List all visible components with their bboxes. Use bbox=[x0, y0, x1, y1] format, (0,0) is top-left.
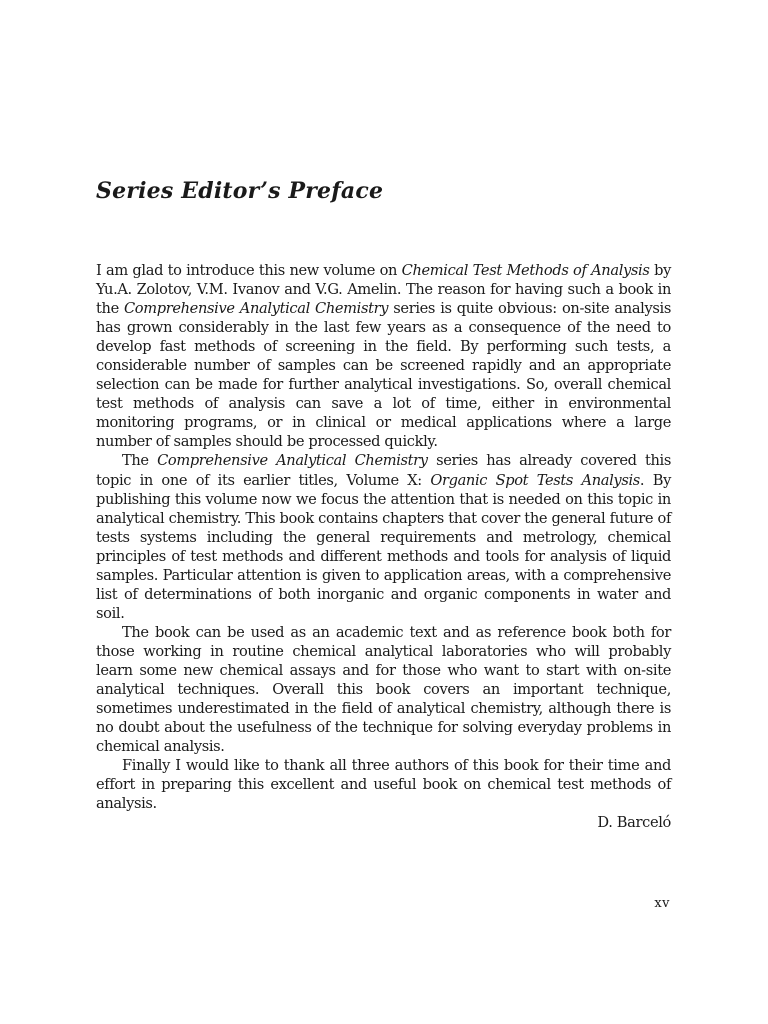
text-segment: series has already covered this topic in one of its earlier titles, Volume X: bbox=[96, 452, 671, 489]
page-number: xv bbox=[654, 896, 670, 911]
text-segment: series is quite obvious: on-site analysis has grown considerably in the last few years as a consequence of the need to develop fast methods of screening in the field. By performing such tests, a considerable number of samples can be screened rapidly and an appropriate selection can be made for further analytical investigations. So, overall chemical test methods of analysis can save a lot of time, either in environmental monitoring programs, or in clinical or medical applications where a large number of samples should be processed quickly. bbox=[96, 300, 671, 451]
preface-body bbox=[96, 261, 671, 832]
italic-text-segment: Organic Spot Tests Analysis bbox=[430, 471, 640, 489]
paragraph-4 bbox=[96, 756, 671, 813]
text-segment: The book can be used as an academic text and as reference book both for those working in routine chemical analytical laboratories who will probably learn some new chemical assays and for those who want to start with on-site analytical techniques. Overall this book covers an important technique, sometimes underestimated in the field of analytical chemistry, although there is no doubt about the usefulness of the technique for solving everyday problems in chemical analysis. bbox=[96, 623, 671, 756]
text-segment: I am glad to introduce this new volume on bbox=[96, 262, 402, 279]
italic-text-segment: Comprehensive Analytical Chemistry bbox=[123, 300, 389, 318]
text-segment: Finally I would like to thank all three authors of this book for their time and effort in preparing this excellent and useful book on chemical test methods of analysis. bbox=[96, 757, 671, 813]
paragraph-1 bbox=[96, 261, 671, 451]
text-segment: . By publishing this volume now we focus the attention that is needed on this topic in analytical chemistry. This book contains chapters that cover the general future of tests systems including the general requirements and metrology, chemical principles of test methods and different methods and tools for analysis of liquid samples. Particular attention is given to application areas, with a comprehensive list of determinations of both inorganic and organic components in water and soil. bbox=[96, 471, 671, 622]
text-segment: by Yu.A. Zolotov, V.M. Ivanov and V.G. Amelin. The reason for having such a book in the bbox=[96, 262, 671, 318]
page-title: Series Editor’s Preface bbox=[96, 178, 384, 204]
signature: D. Barceló bbox=[597, 814, 671, 832]
text-segment: The bbox=[122, 452, 158, 470]
italic-text-segment: Comprehensive Analytical Chemistry bbox=[157, 452, 428, 470]
italic-text-segment: Chemical Test Methods of Analysis bbox=[401, 262, 650, 279]
paragraph-3 bbox=[96, 623, 671, 756]
paragraph-2 bbox=[96, 451, 671, 622]
